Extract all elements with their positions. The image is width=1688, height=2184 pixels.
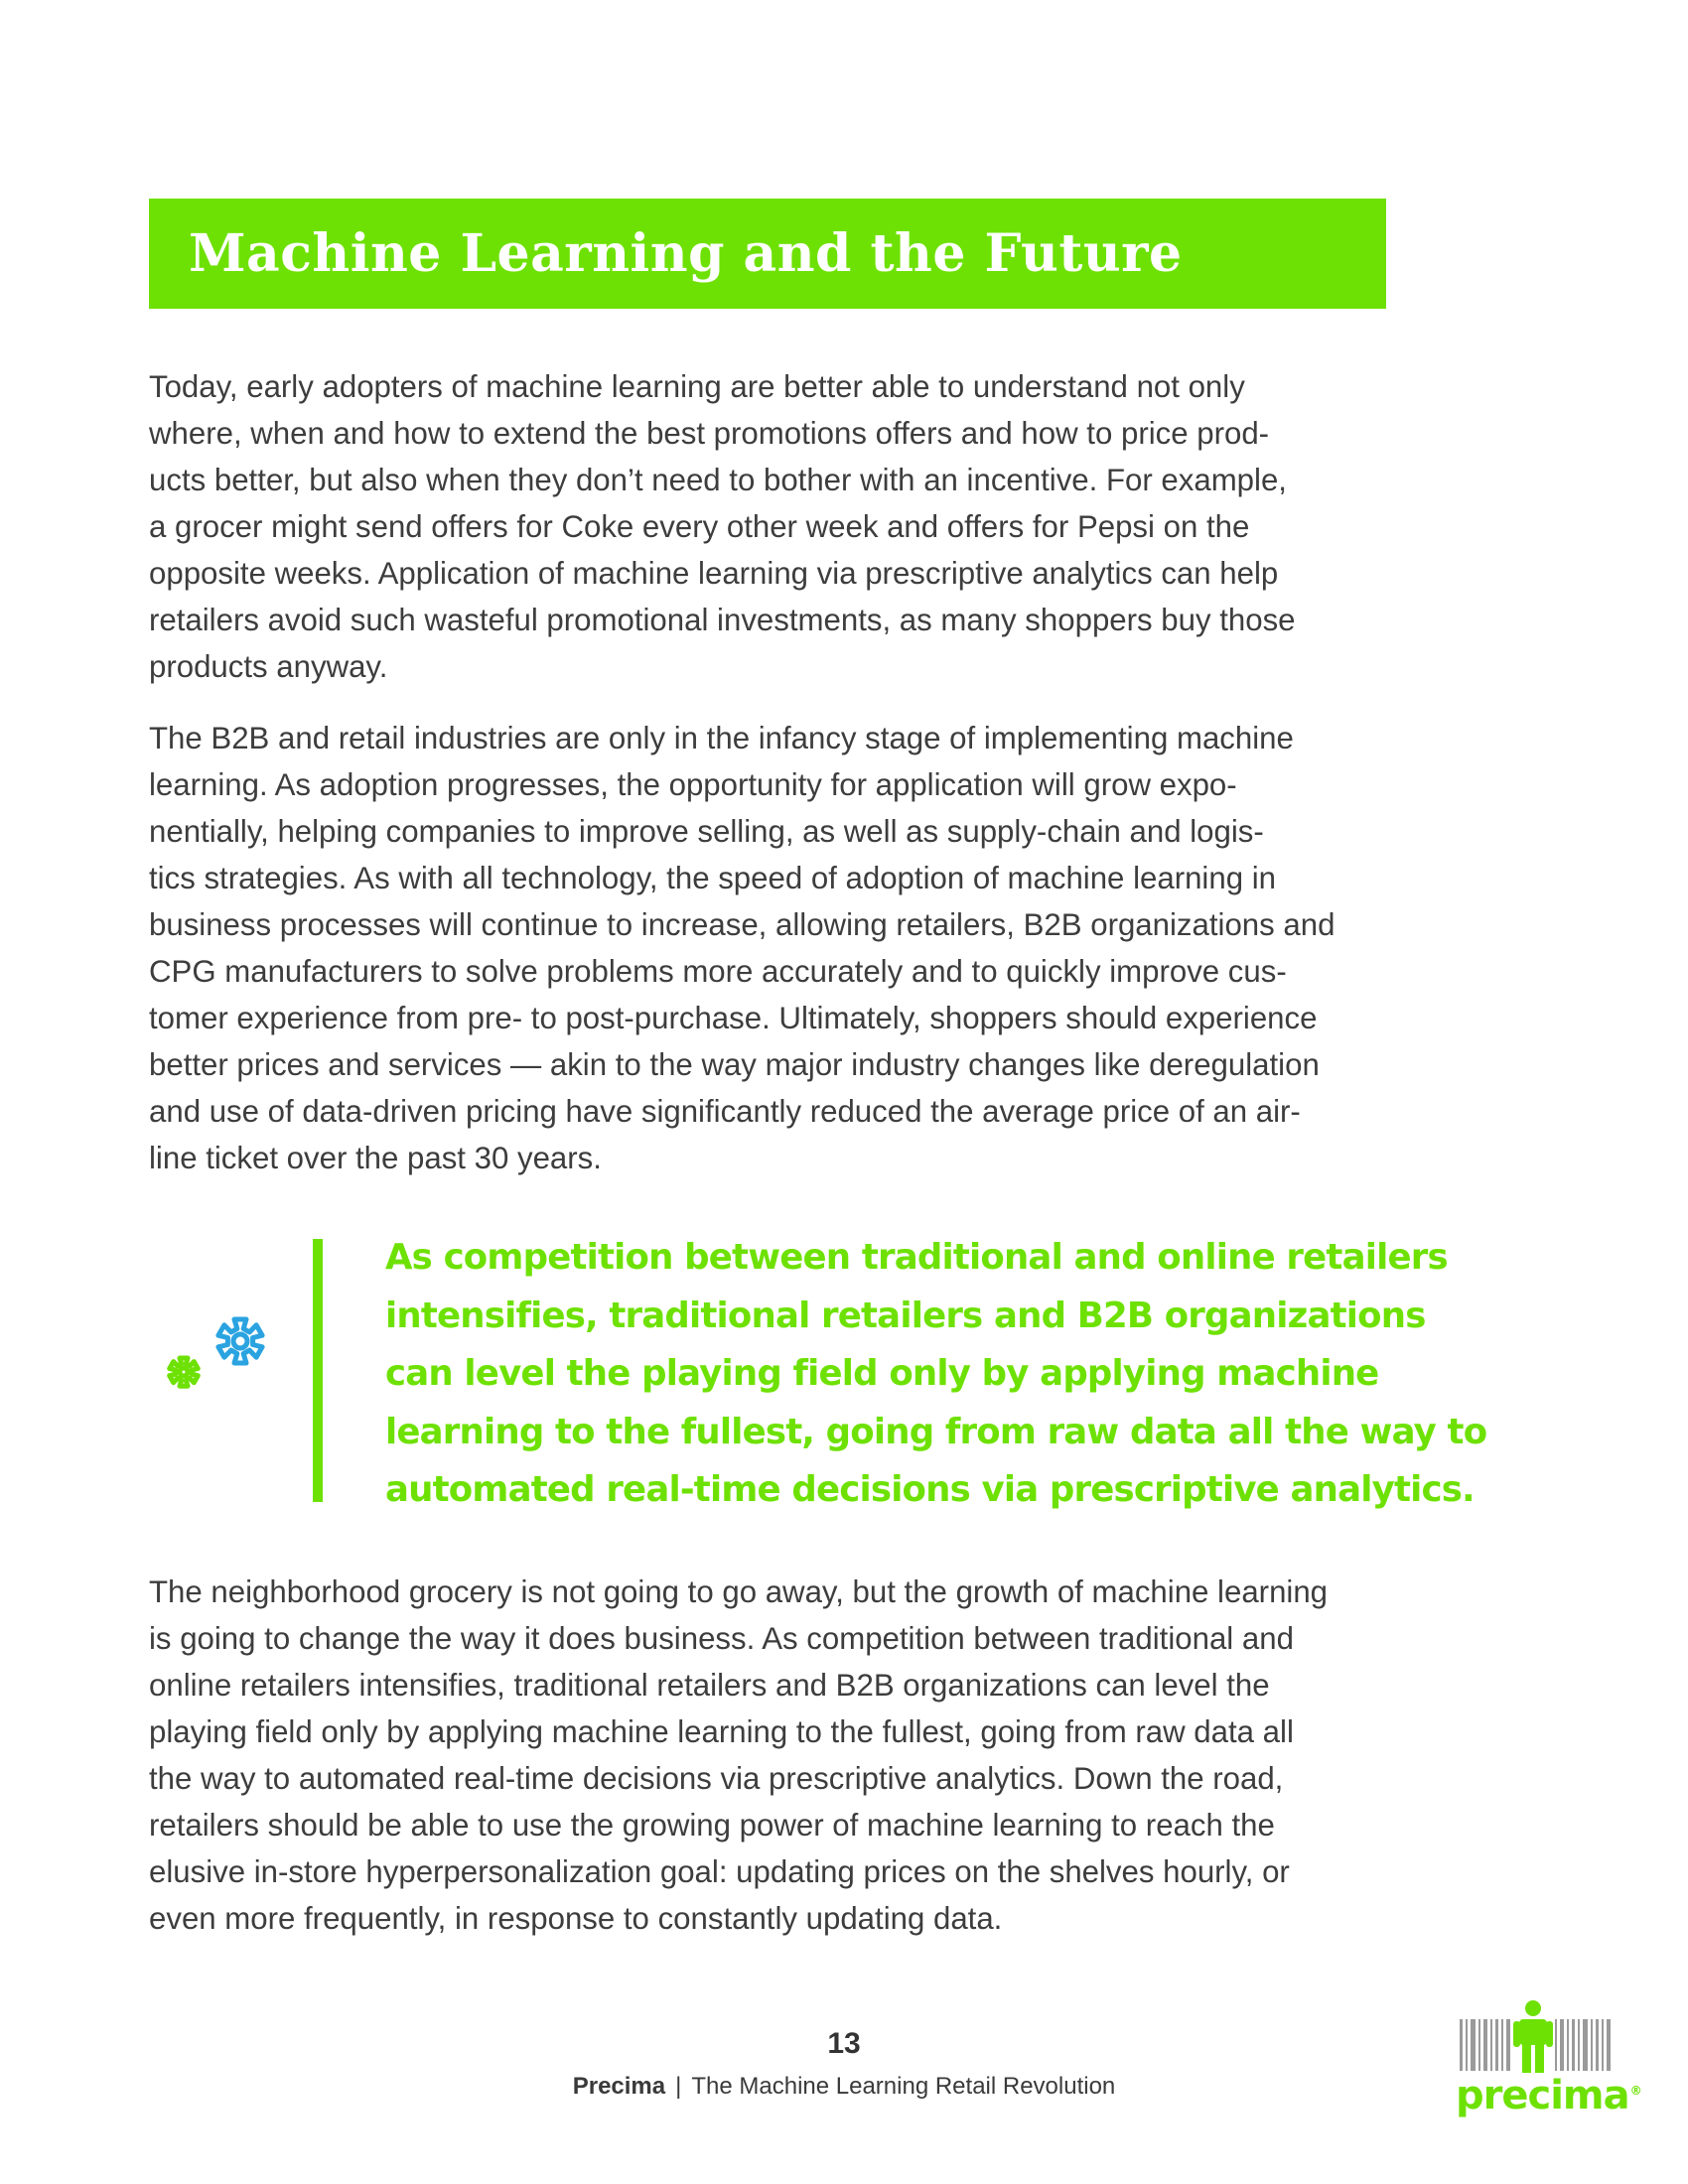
logo-wordmark [1456, 2073, 1641, 2118]
text-line: retailers should be able to use the growing power of machine learning to reach the [149, 1808, 1275, 1843]
pullquote-line: automated real-time decisions via prescriptive analytics. [385, 1469, 1475, 1510]
footer-doc-title: The Machine Learning Retail Revolution [691, 2073, 1116, 2100]
footer-line [0, 2073, 1688, 2101]
text-line: CPG manufacturers to solve problems more accurately and to quickly improve cus- [149, 954, 1287, 989]
text-line: business processes will continue to increase, allowing retailers, B2B organizations and [149, 907, 1336, 942]
text-line: a grocer might send offers for Coke every other week and offers for Pepsi on the [149, 509, 1250, 544]
text-line: playing field only by applying machine learning to the fullest, going from raw data all [149, 1714, 1294, 1749]
text-line: the way to automated real-time decisions via prescriptive analytics. Down the road, [149, 1761, 1284, 1796]
pullquote-line: can level the playing field only by applying machine [385, 1353, 1379, 1394]
text-line: better prices and services — akin to the way major industry changes like deregulation [149, 1047, 1320, 1082]
text-line: The neighborhood grocery is not going to go away, but the growth of machine learning [149, 1574, 1329, 1609]
text-line: The B2B and retail industries are only in the infancy stage of implementing machine [149, 721, 1294, 755]
footer-brand: Precima [572, 2073, 666, 2100]
pullquote-line: learning to the fullest, going from raw data all the way to [385, 1411, 1487, 1452]
green-gear-icon [170, 1358, 199, 1386]
section-title: Machine Learning and the Future [189, 223, 1183, 284]
text-line: where, when and how to extend the best promotions offers and how to price prod- [149, 416, 1270, 451]
text-line: opposite weeks. Application of machine learning via prescriptive analytics can help [149, 556, 1279, 591]
registered-mark: ® [1629, 2083, 1641, 2098]
text-line: tomer experience from pre- to post-purchase. Ultimately, shoppers should experience [149, 1001, 1318, 1035]
text-line: even more frequently, in response to constantly updating data. [149, 1901, 1003, 1936]
text-line: ucts better, but also when they don’t need to bother with an incentive. For example, [149, 463, 1287, 497]
paragraph-industries [149, 715, 1390, 1181]
text-line: Today, early adopters of machine learning are better able to understand not only [149, 369, 1245, 404]
footer-separator: | [675, 2073, 682, 2100]
text-line: learning. As adoption progresses, the opportunity for application will grow expo- [149, 767, 1237, 802]
text-line: nentially, helping companies to improve selling, as well as supply-chain and logis- [149, 814, 1264, 849]
paragraph-intro [149, 363, 1390, 690]
pullquote-line: As competition between traditional and online retailers [385, 1237, 1448, 1278]
text-line: retailers avoid such wasteful promotional investments, as many shoppers buy those [149, 603, 1296, 637]
section-title-bar [149, 199, 1386, 309]
text-line: elusive in-store hyperpersonalization goal: updating prices on the shelves hourly, or [149, 1854, 1290, 1889]
logo-wordmark-text: precima [1456, 2073, 1629, 2118]
text-line: and use of data-driven pricing have significantly reduced the average price of an air- [149, 1094, 1301, 1129]
gears-icon [139, 1300, 288, 1430]
pullquote-bar [313, 1239, 323, 1502]
text-line: line ticket over the past 30 years. [149, 1141, 602, 1175]
blue-gear-icon [218, 1319, 262, 1363]
text-line: is going to change the way it does business. As competition between traditional and [149, 1621, 1294, 1656]
text-line: tics strategies. As with all technology, the speed of adoption of machine learning in [149, 861, 1276, 895]
page-number: 13 [827, 2027, 861, 2060]
pullquote-line: intensifies, traditional retailers and B2B organizations [385, 1295, 1426, 1336]
text-line: online retailers intensifies, traditional retailers and B2B organizations can level the [149, 1668, 1270, 1703]
paragraph-grocery [149, 1569, 1390, 1942]
pullquote [385, 1229, 1487, 1520]
text-line: products anyway. [149, 649, 388, 684]
